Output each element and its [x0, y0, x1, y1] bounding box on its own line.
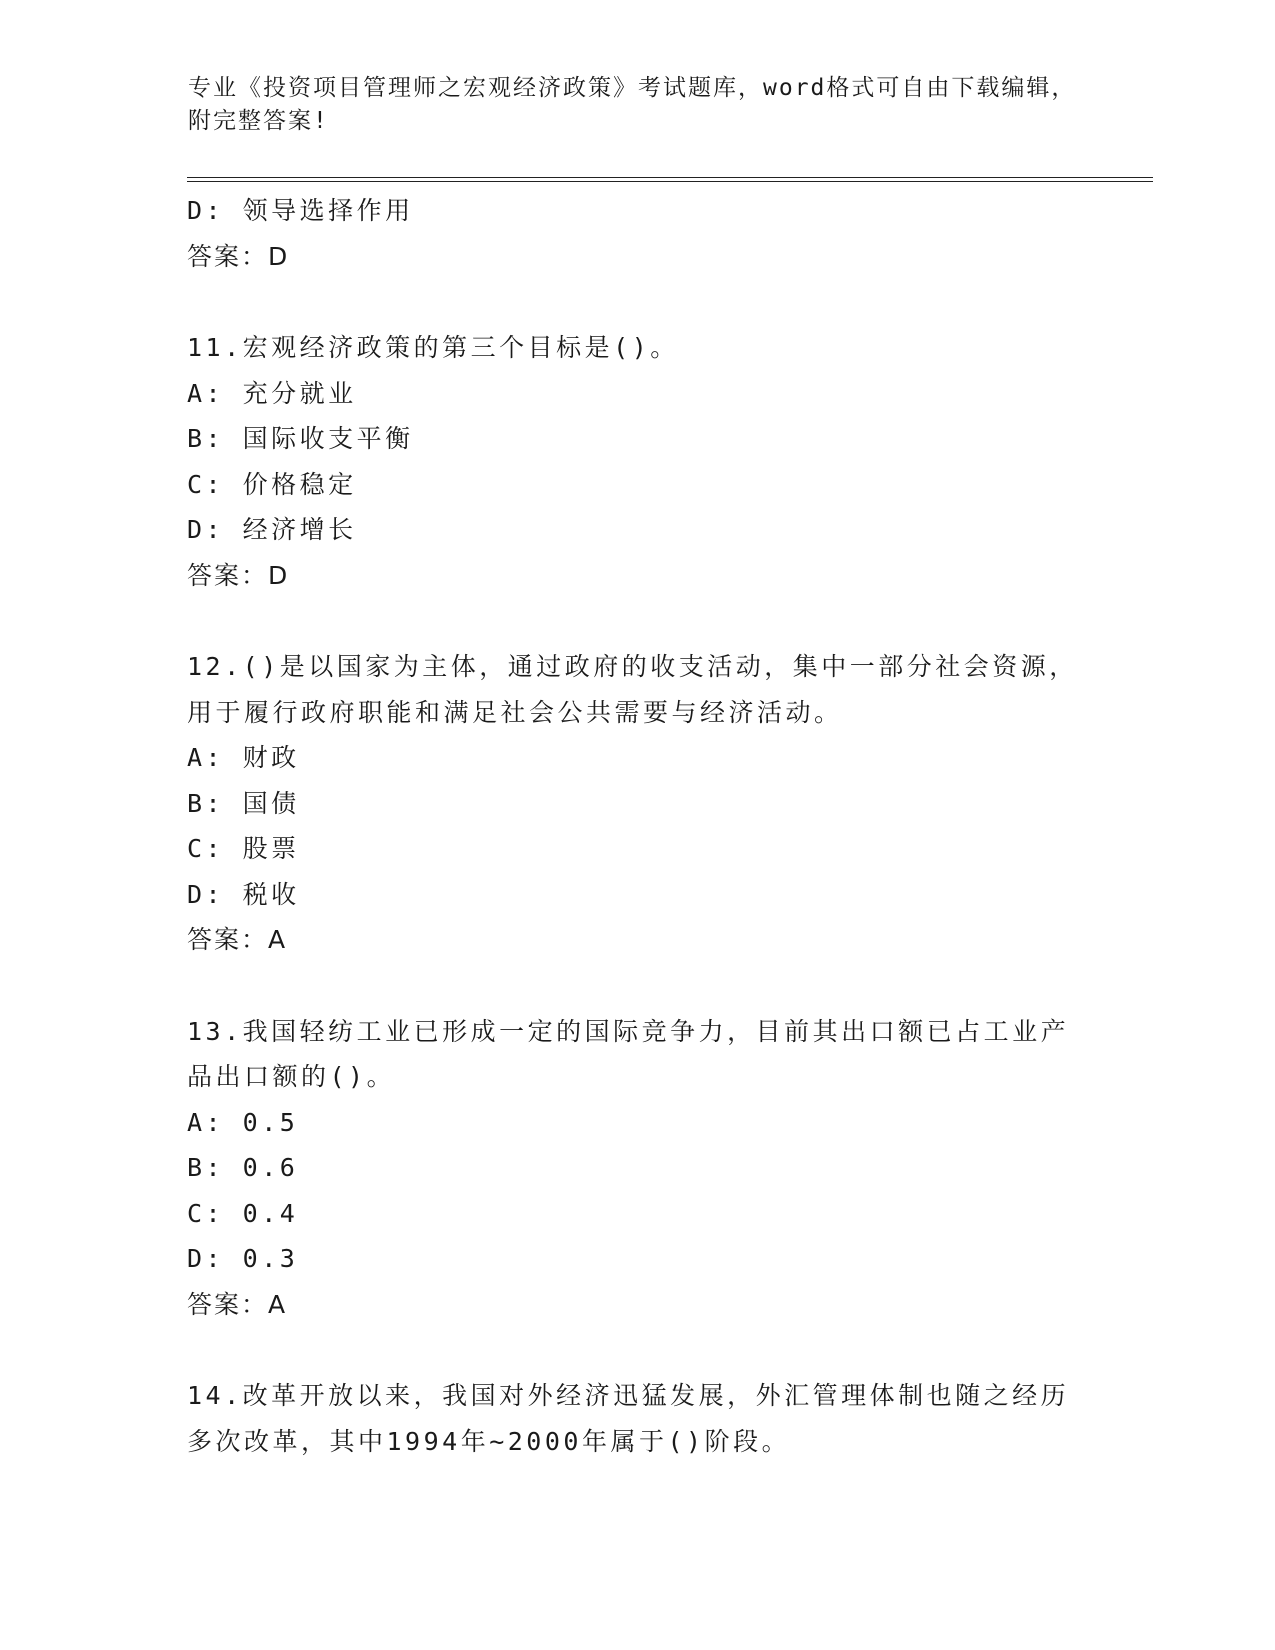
- answer-line: 答案：A: [187, 1289, 288, 1319]
- header-title-line-2: 附完整答案!: [188, 108, 329, 134]
- question-stem: [187, 1009, 1087, 1100]
- question-11: [187, 325, 1087, 598]
- question-12: [187, 644, 1087, 963]
- question-list: [187, 188, 1087, 1464]
- question-stem: [187, 644, 1087, 735]
- option-c: C: 价格稳定: [187, 469, 357, 499]
- option-d: D: 经济增长: [187, 515, 357, 544]
- option-a: A: 财政: [187, 743, 300, 772]
- document-header: [188, 72, 1088, 138]
- option-b: B: 0.6: [187, 1153, 299, 1182]
- previous-question-tail: [187, 188, 1087, 279]
- spacer: [187, 598, 1087, 644]
- option-c: C: 0.4: [187, 1198, 299, 1228]
- option-b: B: 国债: [187, 788, 300, 818]
- question-13: [187, 1009, 1087, 1328]
- spacer: [187, 279, 1087, 325]
- option-d: D: 0.3: [187, 1244, 299, 1273]
- header-title-line-1: 专业《投资项目管理师之宏观经济政策》考试题库，word格式可自由下载编辑，: [188, 75, 1077, 101]
- question-stem-line: 11.宏观经济政策的第三个目标是()。: [187, 333, 679, 362]
- option-a: A: 充分就业: [187, 378, 357, 408]
- question-stem-line: 品出口额的()。: [187, 1062, 396, 1091]
- question-stem: [187, 1373, 1087, 1464]
- option-c: C: 股票: [187, 834, 300, 863]
- option-a: A: 0.5: [187, 1107, 299, 1137]
- option-d: D: 税收: [187, 879, 300, 909]
- question-14: [187, 1373, 1087, 1464]
- spacer: [187, 963, 1087, 1009]
- question-stem-line: 14.改革开放以来，我国对外经济迅猛发展，外汇管理体制也随之经历: [187, 1381, 1070, 1410]
- spacer: [187, 1327, 1087, 1373]
- question-stem: [187, 325, 1087, 371]
- option-b: B: 国际收支平衡: [187, 424, 414, 453]
- option-d: D: 领导选择作用: [187, 196, 414, 225]
- answer-line: 答案：A: [187, 925, 288, 954]
- question-stem-line: 用于履行政府职能和满足社会公共需要与经济活动。: [187, 697, 843, 727]
- header-divider: [187, 177, 1153, 182]
- question-stem-line: 13.我国轻纺工业已形成一定的国际竞争力，目前其出口额已占工业产: [187, 1016, 1070, 1046]
- answer-line: 答案：D: [187, 241, 290, 271]
- question-stem-line: 12.()是以国家为主体，通过政府的收支活动，集中一部分社会资源，: [187, 652, 1078, 681]
- question-stem-line: 多次改革，其中1994年~2000年属于()阶段。: [187, 1426, 791, 1456]
- answer-line: 答案：D: [187, 560, 290, 590]
